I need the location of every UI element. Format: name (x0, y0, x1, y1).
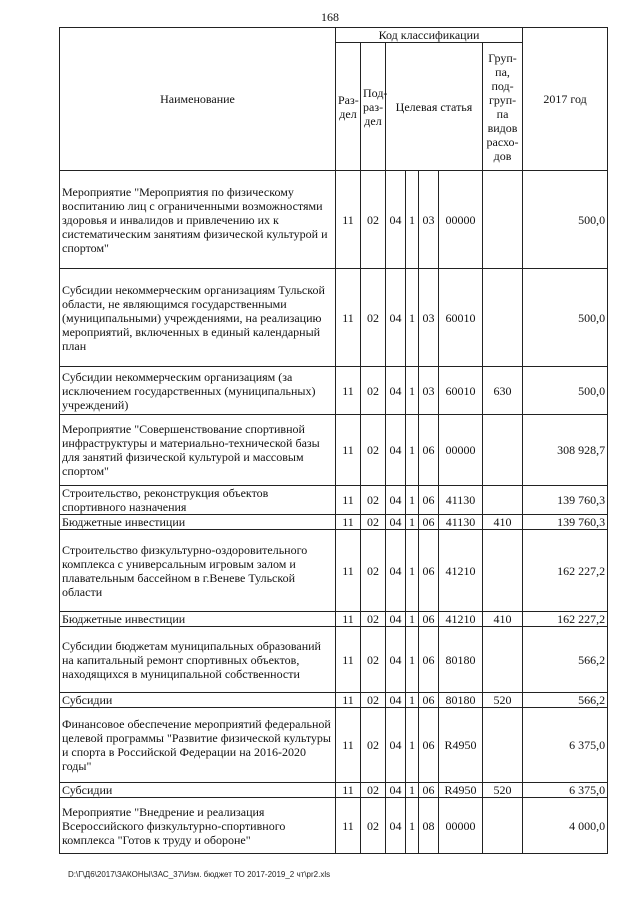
row-amount: 500,0 (523, 269, 608, 367)
row-expense-group (483, 269, 523, 367)
row-target-direction: R4950 (439, 783, 483, 798)
row-target-activity: 06 (419, 612, 439, 627)
row-name: Мероприятие "Внедрение и реализация Всероссийского физкультурно-спортивного комплекса "Готов к труду и обороне" (60, 798, 336, 854)
table-row (60, 612, 608, 627)
row-name: Бюджетные инвестиции (60, 515, 336, 530)
row-podrazdel: 02 (361, 515, 386, 530)
row-name: Субсидии (60, 693, 336, 708)
row-razdel: 11 (336, 171, 361, 269)
row-expense-group (483, 627, 523, 693)
header-group: Груп-па, под-груп-па видов расхо-дов (483, 43, 523, 171)
row-podrazdel: 02 (361, 269, 386, 367)
row-expense-group: 630 (483, 367, 523, 415)
row-razdel: 11 (336, 367, 361, 415)
row-target-program: 04 (386, 415, 406, 486)
row-amount: 500,0 (523, 367, 608, 415)
row-razdel: 11 (336, 783, 361, 798)
row-podrazdel: 02 (361, 708, 386, 783)
row-target-program: 04 (386, 486, 406, 515)
row-target-subprogram: 1 (406, 693, 419, 708)
budget-table (59, 27, 608, 854)
row-razdel: 11 (336, 693, 361, 708)
row-target-subprogram: 1 (406, 415, 419, 486)
row-target-activity: 06 (419, 486, 439, 515)
header-code: Код классификации (336, 28, 523, 43)
row-target-direction: 00000 (439, 798, 483, 854)
header-razdel: Раз-дел (336, 43, 361, 171)
row-podrazdel: 02 (361, 171, 386, 269)
row-target-activity: 03 (419, 367, 439, 415)
table-row (60, 783, 608, 798)
row-razdel: 11 (336, 515, 361, 530)
row-target-subprogram: 1 (406, 486, 419, 515)
table-row (60, 171, 608, 269)
row-razdel: 11 (336, 798, 361, 854)
row-target-direction: 41130 (439, 515, 483, 530)
row-amount: 162 227,2 (523, 530, 608, 612)
row-podrazdel: 02 (361, 798, 386, 854)
row-name: Субсидии некоммерческим организациям Тульской области, не являющимся государственными (муниципальными) учреждениями, на реализацию мероприятий, включенных в единый календарный план (60, 269, 336, 367)
row-name: Финансовое обеспечение мероприятий федеральной целевой программы "Развитие физической культуры и спорта в Российской Федерации на 2016-2020 годы" (60, 708, 336, 783)
row-target-program: 04 (386, 530, 406, 612)
row-razdel: 11 (336, 530, 361, 612)
row-target-activity: 03 (419, 269, 439, 367)
row-target-direction: 80180 (439, 693, 483, 708)
row-podrazdel: 02 (361, 486, 386, 515)
row-name: Субсидии бюджетам муниципальных образований на капитальный ремонт спортивных объектов, находящихся в муниципальной собственности (60, 627, 336, 693)
row-expense-group (483, 530, 523, 612)
table-row (60, 515, 608, 530)
row-target-activity: 06 (419, 530, 439, 612)
table-row (60, 486, 608, 515)
row-razdel: 11 (336, 415, 361, 486)
row-target-activity: 06 (419, 515, 439, 530)
row-target-direction: 00000 (439, 415, 483, 486)
row-name: Строительство, реконструкция объектов спортивного назначения (60, 486, 336, 515)
row-target-activity: 06 (419, 693, 439, 708)
row-target-activity: 08 (419, 798, 439, 854)
row-target-program: 04 (386, 612, 406, 627)
row-podrazdel: 02 (361, 530, 386, 612)
table-body (60, 171, 608, 854)
row-name: Мероприятие "Совершенствование спортивной инфраструктуры и материально-технической базы для занятий физической культурой и массовым спортом" (60, 415, 336, 486)
table-row (60, 530, 608, 612)
row-razdel: 11 (336, 708, 361, 783)
row-name: Мероприятие "Мероприятия по физическому воспитанию лиц с ограниченными возможностями здоровья и инвалидов и привлечению их к систематическим занятиям физической культурой и спортом" (60, 171, 336, 269)
row-razdel: 11 (336, 612, 361, 627)
row-amount: 566,2 (523, 693, 608, 708)
row-name: Субсидии некоммерческим организациям (за исключением государственных (муниципальных) учреждений) (60, 367, 336, 415)
row-amount: 308 928,7 (523, 415, 608, 486)
file-path-footer: D:\Г\Д6\2017\ЗАКОНЫ\ЗАС_37\Изм. бюджет ТО 2017-2019_2 чт\pr2.xls (68, 870, 331, 879)
row-amount: 500,0 (523, 171, 608, 269)
row-amount: 162 227,2 (523, 612, 608, 627)
row-podrazdel: 02 (361, 783, 386, 798)
row-target-program: 04 (386, 269, 406, 367)
row-amount: 6 375,0 (523, 783, 608, 798)
row-expense-group: 410 (483, 612, 523, 627)
row-amount: 6 375,0 (523, 708, 608, 783)
table-row (60, 798, 608, 854)
table-row (60, 627, 608, 693)
table-row (60, 693, 608, 708)
row-target-program: 04 (386, 367, 406, 415)
row-expense-group (483, 798, 523, 854)
row-target-activity: 06 (419, 415, 439, 486)
table-row (60, 708, 608, 783)
row-amount: 566,2 (523, 627, 608, 693)
row-target-subprogram: 1 (406, 783, 419, 798)
row-target-direction: 41130 (439, 486, 483, 515)
table-row (60, 415, 608, 486)
row-podrazdel: 02 (361, 415, 386, 486)
row-razdel: 11 (336, 486, 361, 515)
row-target-subprogram: 1 (406, 269, 419, 367)
row-target-subprogram: 1 (406, 612, 419, 627)
row-target-subprogram: 1 (406, 627, 419, 693)
row-expense-group (483, 708, 523, 783)
header-year: 2017 год (523, 28, 608, 171)
row-target-activity: 03 (419, 171, 439, 269)
row-razdel: 11 (336, 627, 361, 693)
row-amount: 4 000,0 (523, 798, 608, 854)
row-target-direction: R4950 (439, 708, 483, 783)
row-target-direction: 60010 (439, 367, 483, 415)
row-target-subprogram: 1 (406, 798, 419, 854)
row-name: Субсидии (60, 783, 336, 798)
row-target-program: 04 (386, 627, 406, 693)
row-target-subprogram: 1 (406, 367, 419, 415)
row-podrazdel: 02 (361, 367, 386, 415)
row-podrazdel: 02 (361, 612, 386, 627)
row-name: Строительство физкультурно-оздоровительного комплекса с универсальным игровым залом и плавательным бассейном в г.Веневе Тульской области (60, 530, 336, 612)
row-target-program: 04 (386, 693, 406, 708)
row-target-subprogram: 1 (406, 530, 419, 612)
row-amount: 139 760,3 (523, 486, 608, 515)
row-expense-group (483, 486, 523, 515)
row-podrazdel: 02 (361, 693, 386, 708)
header-target: Целевая статья (386, 43, 483, 171)
row-name: Бюджетные инвестиции (60, 612, 336, 627)
row-expense-group (483, 415, 523, 486)
row-expense-group: 410 (483, 515, 523, 530)
page-number: 168 (321, 10, 339, 24)
header-podrazdel: Под-раз-дел (361, 43, 386, 171)
table-row (60, 269, 608, 367)
row-target-program: 04 (386, 515, 406, 530)
row-expense-group: 520 (483, 783, 523, 798)
row-target-subprogram: 1 (406, 171, 419, 269)
table-row (60, 367, 608, 415)
row-target-program: 04 (386, 783, 406, 798)
row-target-program: 04 (386, 171, 406, 269)
row-target-direction: 80180 (439, 627, 483, 693)
row-target-program: 04 (386, 708, 406, 783)
row-razdel: 11 (336, 269, 361, 367)
row-target-activity: 06 (419, 708, 439, 783)
row-expense-group: 520 (483, 693, 523, 708)
header-name: Наименование (60, 28, 336, 171)
row-target-subprogram: 1 (406, 708, 419, 783)
row-target-activity: 06 (419, 783, 439, 798)
row-target-activity: 06 (419, 627, 439, 693)
row-target-direction: 41210 (439, 530, 483, 612)
row-target-program: 04 (386, 798, 406, 854)
row-amount: 139 760,3 (523, 515, 608, 530)
row-target-direction: 41210 (439, 612, 483, 627)
row-target-direction: 00000 (439, 171, 483, 269)
row-podrazdel: 02 (361, 627, 386, 693)
row-expense-group (483, 171, 523, 269)
row-target-direction: 60010 (439, 269, 483, 367)
row-target-subprogram: 1 (406, 515, 419, 530)
